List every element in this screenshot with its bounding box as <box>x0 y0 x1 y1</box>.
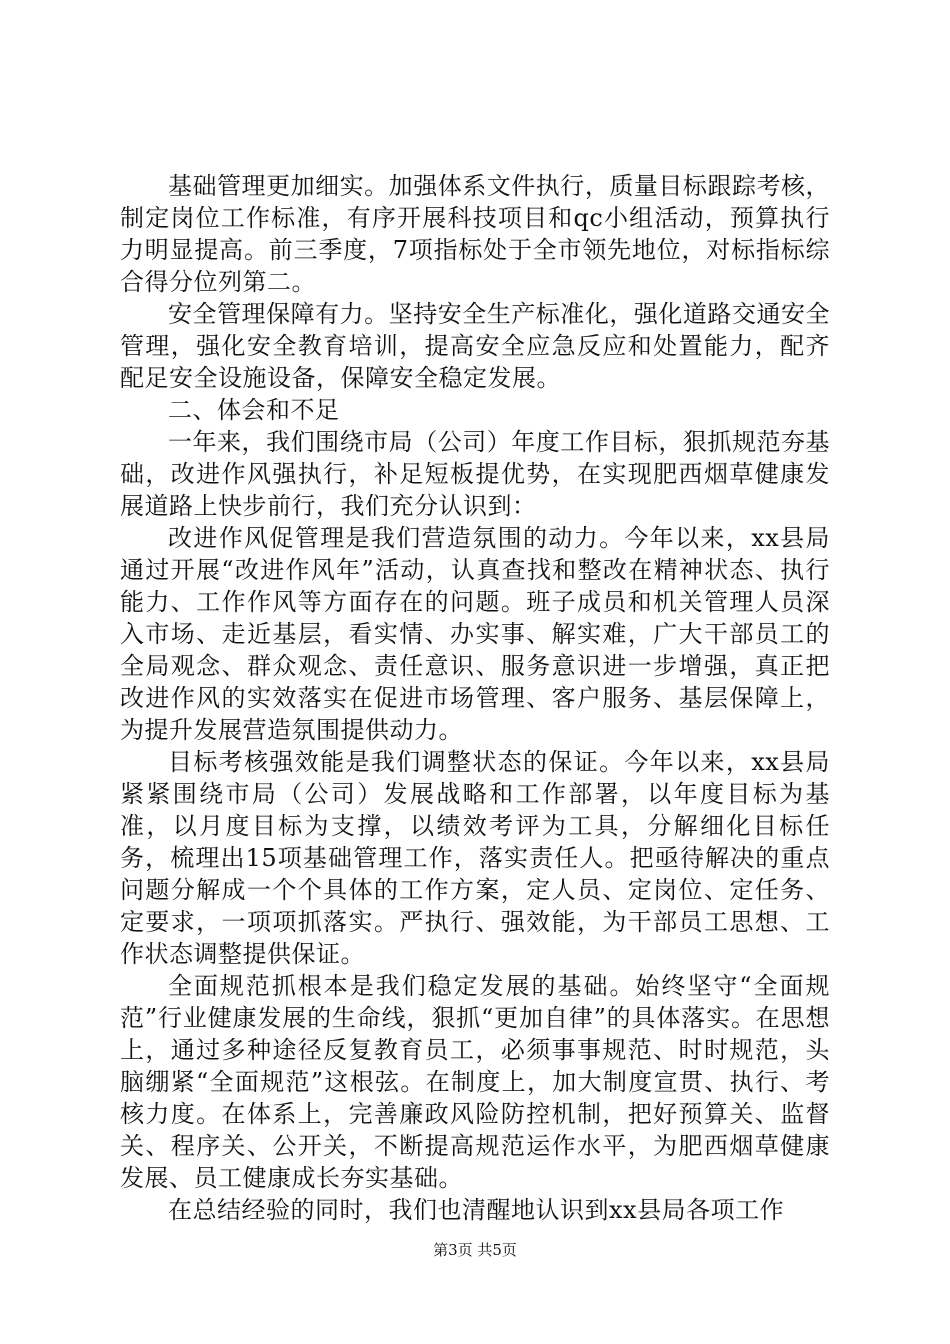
page-number-footer: 第3页 共5页 <box>433 1241 517 1259</box>
paragraph-summary-start: 在总结经验的同时，我们也清醒地认识到xx县局各项工作 <box>168 1196 785 1224</box>
document-body <box>120 170 830 1226</box>
paragraph-improve-style: 改进作风促管理是我们营造氛围的动力。今年以来，xx县局通过开展“改进作风年”活动，认真查找和整改在精神状态、执行能力、工作作风等方面存在的问题。班子成员和机关管理人员深入市场、走近基层，看实情、办实事、解实难，广大干部员工的全局观念、群众观念、责任意识、服务意识进一步增强，真正把改进作风的实效落实在促进市场管理、客户服务、基层保障上，为提升发展营造氛围提供动力。 <box>120 524 830 744</box>
paragraph-safety-management: 安全管理保障有力。坚持安全生产标准化，强化道路交通安全管理，强化安全教育培训，提高安全应急反应和处置能力，配齐配足安全设施设备，保障安全稳定发展。 <box>120 300 830 392</box>
paragraph-basic-management: 基础管理更加细实。加强体系文件执行，质量目标跟踪考核，制定岗位工作标准，有序开展科技项目和qc小组活动，预算执行力明显提高。前三季度，7项指标处于全市领先地位，对标指标综合得分位列第二。 <box>120 172 830 296</box>
paragraph-year-review: 一年来，我们围绕市局（公司）年度工作目标，狠抓规范夯基础，改进作风强执行，补足短板提优势，在实现肥西烟草健康发展道路上快步前行，我们充分认识到： <box>120 428 830 520</box>
paragraph-target-assessment: 目标考核强效能是我们调整状态的保证。今年以来，xx县局紧紧围绕市局（公司）发展战略和工作部署，以年度目标为基准，以月度目标为支撑，以绩效考评为工具，分解细化目标任务，梳理出15项基础管理工作，落实责任人。把亟待解决的重点问题分解成一个个具体的工作方案，定人员、定岗位、定任务、定要求，一项项抓落实。严执行、强效能，为干部员工思想、工作状态调整提供保证。 <box>120 748 830 968</box>
section-heading-experience: 二、体会和不足 <box>168 396 340 424</box>
paragraph-comprehensive-norms: 全面规范抓根本是我们稳定发展的基础。始终坚守“全面规范”行业健康发展的生命线，狠抓“更加自律”的具体落实。在思想上，通过多种途径反复教育员工，必须事事规范、时时规范，头脑绷紧“全面规范”这根弦。在制度上，加大制度宣贯、执行、考核力度。在体系上，完善廉政风险防控机制，把好预算关、监督关、程序关、公开关，不断提高规范运作水平，为肥西烟草健康发展、员工健康成长夯实基础。 <box>120 972 830 1192</box>
